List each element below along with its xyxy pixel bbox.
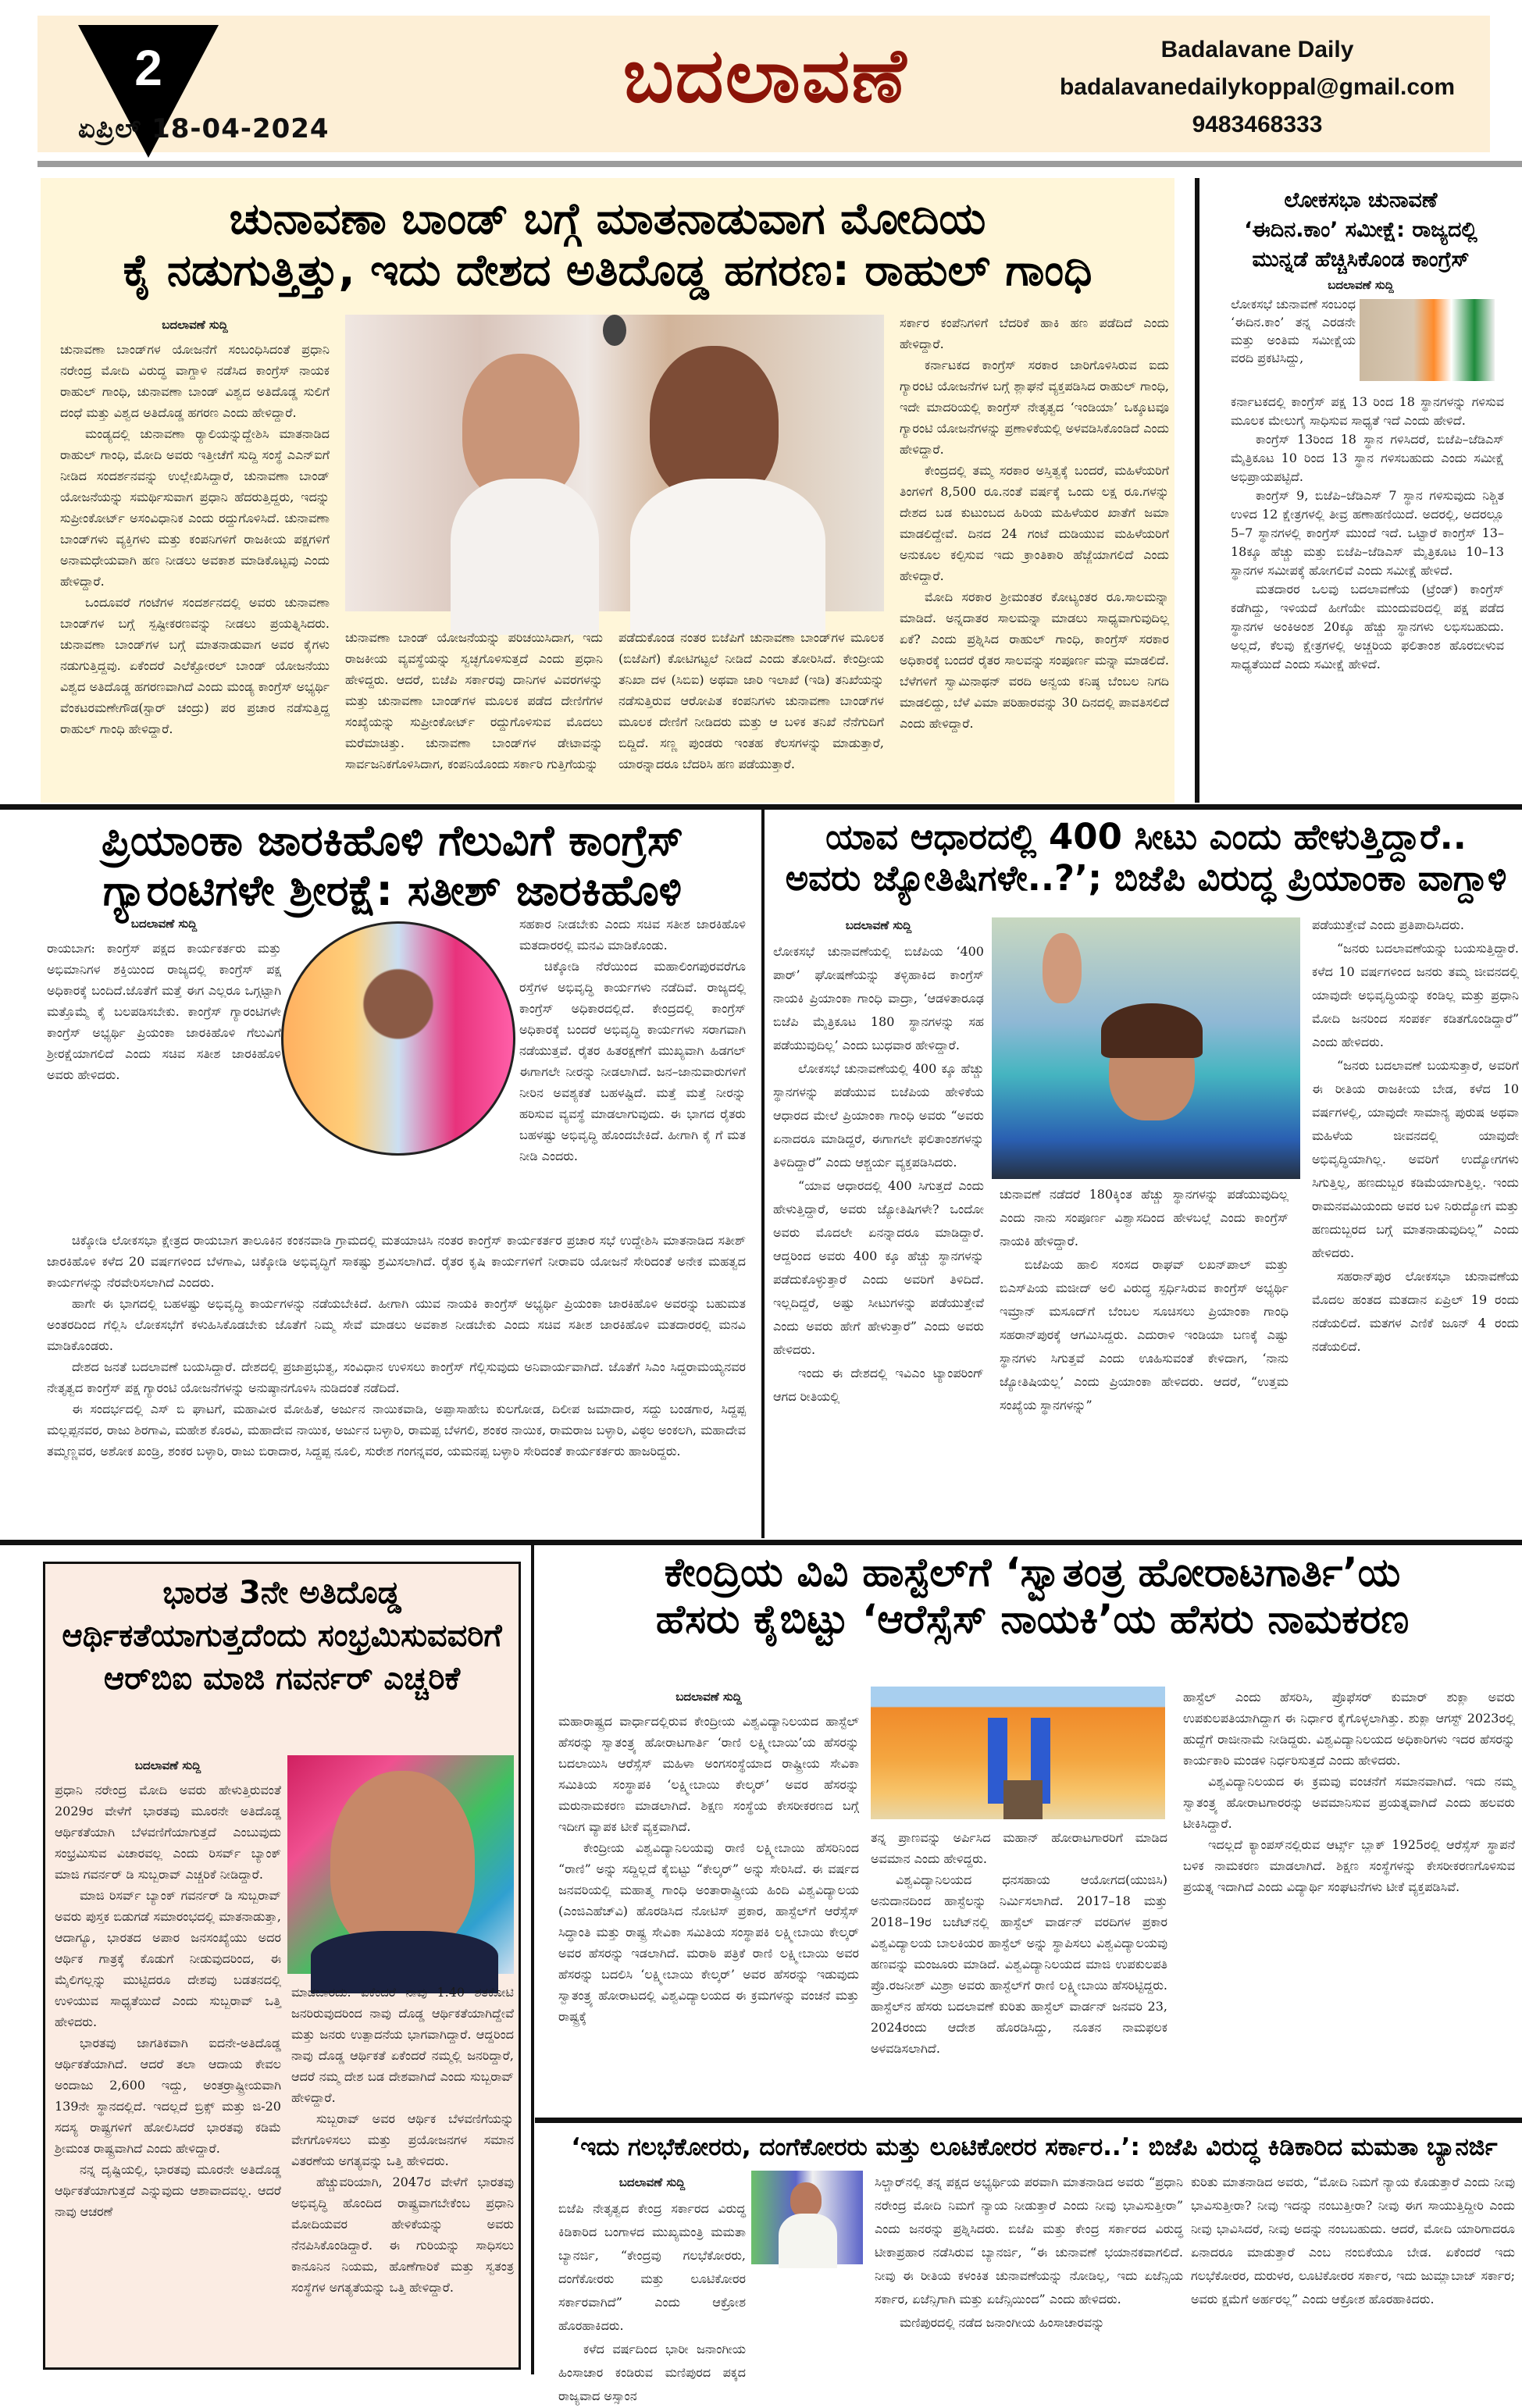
paragraph: ಪಡೆದುಕೊಂಡ ನಂತರ ಬಿಜೆಪಿಗೆ ಚುನಾವಣಾ ಬಾಂಡ್‌ಗಳ ಮೂಲಕ (ಬಿಜೆಪಿಗೆ) ಕೋಟಿಗಟ್ಟಲೆ ನೀಡಿದೆ ಎಂದು ತೋರಿಸಿದೆ. ಕೇಂದ್ರೀಯ ತನಿಖಾ ದಳ (ಸಿಬಿಐ) ಅಥವಾ ಜಾರಿ ಇಲಾಖೆ (ಇಡಿ) ತನಿಖೆಯನ್ನು ನಡೆಸುತ್ತಿರುವ ಆರೋಪಿತ ಕಂಪನಿಗಳು ಚುನಾವಣಾ ಬಾಂಡ್‌ಗಳ ಮೂಲಕ ದೇಣಿಗೆ ನೀಡಿದರು ಮತ್ತು ಆ ಬಳಿಕ ತನಿಖೆ ನೆನೆಗುದಿಗೆ ಬಿದ್ದಿದೆ. ಸಣ್ಣ ಪುಂಡರು ಇಂತಹ ಕೆಲಸಗಳನ್ನು ಮಾಡುತ್ತಾರೆ, ಯಾರನ್ನಾದರೂ ಬೆದರಿಸಿ ಹಣ ಪಡೆಯುತ್ತಾರೆ.	[618, 630, 884, 771]
paragraph: ಕೇಂದ್ರೀಯ ವಿಶ್ವವಿದ್ಯಾನಿಲಯವು ರಾಣಿ ಲಕ್ಷ್ಮೀಬಾಯಿ ಹೆಸರಿನಿಂದ “ರಾಣಿ” ಅನ್ನು ಸದ್ದಿಲ್ಲದೆ ಕೈಬಿಟ್ಟು “ಕೇಲ್ಕರ್” ಅನ್ನು ಸೇರಿಸಿದೆ. ಈ ವರ್ಷದ ಜನವರಿಯಲ್ಲಿ ಮಹಾತ್ಮ ಗಾಂಧಿ ಅಂತಾರಾಷ್ಟ್ರೀಯ ಹಿಂದಿ ವಿಶ್ವವಿದ್ಯಾಲಯ (ಎಂಜಿಎಹೆಚ್‌ವಿ) ಹೊರಡಿಸಿದ ನೋಟಿಸ್ ಪ್ರಕಾರ, ಹಾಸ್ಟೆಲ್‌ಗೆ ಆರೆಸ್ಸೆಸ್ ಸಿದ್ಧಾಂತಿ ಮತ್ತು ರಾಷ್ಟ್ರ ಸೇವಿಕಾ ಸಮಿತಿಯ ಸಂಸ್ಥಾಪಕಿ ಲಕ್ಷ್ಮೀಬಾಯಿ ಕೇಲ್ಕರ್ ಅವರ ಹೆಸರನ್ನು ಇಡಲಾಗಿದೆ. ಮರಾಠಿ ಪತ್ರಿಕೆ ರಾಣಿ ಲಕ್ಷ್ಮೀಬಾಯಿ ಅವರ ಹೆಸರನ್ನು ಬದಲಿಸಿ ‘ಲಕ್ಷ್ಮೀಬಾಯಿ ಕೇಲ್ಕರ್’ ಅವರ ಹೆಸರನ್ನು ಇಡುವುದು ಸ್ವಾತಂತ್ರ್ಯ ಹೋರಾಟದಲ್ಲಿ ವಿಶ್ವವಿದ್ಯಾಲಯದ ಈ ಕ್ರಮಗಳನ್ನು ವಂಚನೆ ಮತ್ತು ರಾಷ್ಟ್ರಕ್ಕೆ	[558, 1840, 859, 2024]
paragraph: ಸಹಕಾರ ನೀಡಬೇಕು ಎಂದು ಸಚಿವ ಸತೀಶ ಜಾರಕಿಹೊಳಿ ಮತದಾರರಲ್ಲಿ ಮನವಿ ಮಾಡಿಕೊಂಡು.	[519, 917, 746, 953]
publication-name: Badalavane Daily	[1160, 37, 1354, 62]
page-number: 2	[134, 40, 162, 96]
article-column	[1312, 914, 1519, 1530]
headline-line: ಯಾವ ಆಧಾರದಲ್ಲಿ 400 ಸೀಟು ಎಂದು ಹೇಳುತ್ತಿದ್ದಾರೆ..	[825, 816, 1467, 857]
person-silhouette	[451, 479, 599, 635]
paragraph: ಲೋಕಸಭೆ ಚುನಾವಣೆಯಲ್ಲಿ ಬಿಜೆಪಿಯ ‘400 ಪಾರ್’ ಘೋಷಣೆಯನ್ನು ತಳ್ಳಿಹಾಕಿದ ಕಾಂಗ್ರೆಸ್ ನಾಯಕಿ ಪ್ರಿಯಾಂಕಾ ಗಾಂಧಿ ವಾದ್ರಾ, ‘ಆಡಳಿತಾರೂಢ ಬಿಜೆಪಿ ಮೈತ್ರಿಕೂಟ 180 ಸ್ಥಾನಗಳನ್ನು ಸಹ ಪಡೆಯುವುದಿಲ್ಲ’ ಎಂದು ಬುಧವಾರ ಹೇಳಿದ್ದಾರೆ.	[773, 944, 984, 1053]
headline-line: ಅವರು ಜ್ಯೋತಿಷಿಗಳೇ..?’; ಬಿಜೆಪಿ ವಿರುದ್ಧ ಪ್ರಿಯಾಂಕಾ ವಾಗ್ದಾಳಿ	[785, 857, 1507, 899]
section-divider	[0, 1540, 1522, 1545]
byline: ಬದಲಾವಣೆ ಸುದ್ದಿ	[162, 318, 228, 332]
column-divider	[531, 1544, 534, 2374]
headline-line: ಲೋಕಸಭಾ ಚುನಾವಣೆ	[1284, 188, 1438, 212]
headline	[1199, 186, 1522, 274]
byline: ಬದಲಾವಣೆ ಸುದ್ದಿ	[1328, 278, 1394, 292]
article-column	[900, 312, 1169, 793]
paragraph: ಸಹರಾನ್‌ಪುರ ಲೋಕಸಭಾ ಚುನಾವಣೆಯ ಮೊದಲ ಹಂತದ ಮತದಾನ ಏಪ್ರಿಲ್ 19 ರಂದು ನಡೆಯಲಿದೆ. ಮತಗಳ ಎಣಿಕೆ ಜೂನ್ 4 ರಂದು ನಡೆಯಲಿದೆ.	[1312, 1269, 1519, 1354]
column-divider	[761, 808, 765, 1538]
paragraph: ಕಳೆದ ವರ್ಷದಿಂದ ಭಾರೀ ಜನಾಂಗೀಯ ಹಿಂಸಾಚಾರ ಕಂಡಿರುವ ಮಣಿಪುರದ ಪಕ್ಕದ ರಾಜ್ಯವಾದ ಅಸ್ಸಾಂನ	[558, 2342, 746, 2403]
paragraph: ದೇಶದ ಜನತೆ ಬದಲಾವಣೆ ಬಯಸಿದ್ದಾರೆ. ದೇಶದಲ್ಲಿ ಪ್ರಜಾಪ್ರಭುತ್ವ, ಸಂವಿಧಾನ ಉಳಿಸಲು ಕಾಂಗ್ರೆಸ್ ಗೆಲ್ಲಿಸುವುದು ಅನಿವಾರ್ಯವಾಗಿದೆ. ಜೊತೆಗೆ ಸಿಎಂ ಸಿದ್ದರಾಮಯ್ಯನವರ ನೇತೃತ್ವದ ಕಾಂಗ್ರೆಸ್ ಪಕ್ಷ ಗ್ಯಾರಂಟಿ ಯೋಜನೆಗಳನ್ನು ಅನುಷ್ಠಾನಗೊಳಿಸಿ ನುಡಿದಂತೆ ನಡೆದಿದೆ.	[47, 1359, 746, 1395]
article-subbarao-warning	[43, 1562, 521, 2370]
paragraph: ಮಂಡ್ಯದಲ್ಲಿ ಚುನಾವಣಾ ರ‍್ಯಾಲಿಯನ್ನುದ್ದೇಶಿಸಿ ಮಾತನಾಡಿದ ರಾಹುಲ್ ಗಾಂಧಿ, ಮೋದಿ ಅವರು ಇತ್ತೀಚೆಗೆ ಸುದ್ದಿ ಸಂಸ್ಥೆ ಎಎನ್‌ಐಗೆ ನೀಡಿದ ಸಂದರ್ಶನವನ್ನು ಉಲ್ಲೇಖಿಸಿದ್ದಾರೆ, ಚುನಾವಣಾ ಬಾಂಡ್ ಯೋಜನೆಯನ್ನು ಸಮರ್ಥಿಸುವಾಗ ಪ್ರಧಾನಿ ಹೆದರುತ್ತಿದ್ದರು, ಇದನ್ನು ಸುಪ್ರೀಂಕೋರ್ಟ್ ಅಸಂವಿಧಾನಿಕ ಎಂದು ರದ್ದುಗೊಳಿಸಿದೆ. ಚುನಾವಣಾ ಬಾಂಡ್‌ಗಳು ವ್ಯಕ್ತಿಗಳು ಮತ್ತು ಕಂಪನಿಗಳಿಗೆ ರಾಜಕೀಯ ಪಕ್ಷಗಳಿಗೆ ಅನಾಮಧೇಯವಾಗಿ ಹಣ ನೀಡಲು ಅವಕಾಶ ಮಾಡಿಕೊಟ್ಟವು ಎಂದು ಹೇಳಿದ್ದಾರೆ.	[60, 426, 330, 589]
paragraph: ಮಾಡಬಾರದು. ಏಕೆಂದರೆ ನಾವು 1.40 ಶತಕೋಟಿ ಜನರಿರುವುದರಿಂದ ನಾವು ದೊಡ್ಡ ಆರ್ಥಿಕತೆಯಾಗಿದ್ದೇವೆ ಮತ್ತು ಜನರು ಉತ್ಪಾದನೆಯ ಭಾಗವಾಗಿದ್ದಾರೆ. ಆದ್ದರಿಂದ ನಾವು ದೊಡ್ಡ ಆರ್ಥಿಕತೆ ಏಕೆಂದರೆ ನಮ್ಮಲ್ಲಿ ಜನರಿದ್ದಾರೆ, ಆದರೆ ನಮ್ಮ ದೇಶ ಬಡ ದೇಶವಾಗಿದೆ ಎಂದು ಸುಬ್ಬರಾವ್ ಹೇಳಿದ್ದಾರೆ.	[291, 1985, 514, 2105]
paragraph: ತನ್ನ ಪ್ರಾಣವನ್ನು ಅರ್ಪಿಸಿದ ಮಹಾನ್ ಹೋರಾಟಗಾರರಿಗೆ ಮಾಡಿದ ಅವಮಾನ ಎಂದು ಹೇಳಿದ್ದರು.	[871, 1830, 1167, 1866]
paragraph: ಮಣಿಪುರದಲ್ಲಿ ನಡೆದ ಜನಾಂಗೀಯ ಹಿಂಸಾಚಾರವನ್ನು	[900, 2315, 1105, 2330]
headline-line: ಕೈ ನಡುಗುತ್ತಿತ್ತು, ಇದು ದೇಶದ ಅತಿದೊಡ್ಡ ಹಗರಣ: ರಾಹುಲ್ ಗಾಂಧಿ	[123, 245, 1092, 297]
paragraph: ಇದಲ್ಲದೆ ಕ್ಯಾಂಪಸ್‌ನಲ್ಲಿರುವ ಆರ್ಟ್ಸ್ ಬ್ಲಾಕ್ 1925ರಲ್ಲಿ ಆರೆಸ್ಸೆಸ್ ಸ್ಥಾಪನೆ ಬಳಿಕ ನಾಮಕರಣ ಮಾಡಲಾಗಿದೆ. ಶಿಕ್ಷಣ ಸಂಸ್ಥೆಗಳನ್ನು ಕೇಸರೀಕರಣಗೊಳಿಸುವ ಪ್ರಯತ್ನ ಇದಾಗಿದೆ ಎಂದು ವಿದ್ಯಾರ್ಥಿ ಸಂಘಟನೆಗಳು ಟೀಕೆ ವ್ಯಕ್ತಪಡಿಸಿವೆ.	[1183, 1837, 1515, 1894]
paragraph: ರಾಯಬಾಗ: ಕಾಂಗ್ರೆಸ್ ಪಕ್ಷದ ಕಾರ್ಯಕರ್ತರು ಮತ್ತು ಅಭಿಮಾನಿಗಳ ಶಕ್ತಿಯಿಂದ ರಾಜ್ಯದಲ್ಲಿ ಕಾಂಗ್ರೆಸ್ ಪಕ್ಷ ಅಧಿಕಾರಕ್ಕೆ ಬಂದಿದೆ.ಜೊತೆಗೆ ಮತ್ತೆ ಈಗ ಎಲ್ಲರೂ ಒಗ್ಗಟ್ಟಾಗಿ ಮತ್ತೊಮ್ಮೆ ಕೈ ಬಲಪಡಿಸಬೇಕು. ಕಾಂಗ್ರೆಸ್ ಗ್ಯಾರಂಟಿಗಳೇ ಕಾಂಗ್ರೆಸ್ ಅಭ್ಯರ್ಥಿ ಪ್ರಿಯಂಕಾ ಜಾರಕಿಹೊಳಿ ಗೆಲುವಿಗೆ ಶ್ರೀರಕ್ಷೆಯಾಗಲಿದೆ ಎಂದು ಸಚಿವ ಸತೀಶ ಜಾರಕಿಹೊಳಿ ಅವರು ಹೇಳಿದರು.	[47, 941, 281, 1082]
paragraph: ಕರ್ನಾಟಕದಲ್ಲಿ ಕಾಂಗ್ರೆಸ್ ಪಕ್ಷ 13 ರಿಂದ 18 ಸ್ಥಾನಗಳನ್ನು ಗಳಿಸುವ ಮೂಲಕ ಮೇಲುಗೈ ಸಾಧಿಸುವ ಸಾಧ್ಯತೆ ಇದೆ ಎಂದು ಹೇಳಿದೆ.	[1231, 394, 1504, 428]
paragraph: ಇಂದು ಈ ದೇಶದಲ್ಲಿ ಇವಿಎಂ ಟ್ಯಾಂಪರಿಂಗ್ ಆಗದ ರೀತಿಯಲ್ಲಿ	[773, 1366, 984, 1404]
headline-line: ಮುನ್ನಡೆ ಹೆಚ್ಚಿಸಿಕೊಂಡ ಕಾಂಗ್ರೆಸ್	[1252, 247, 1470, 272]
headline-line: ಭಾರತ 3ನೇ ಅತಿದೊಡ್ಡ	[162, 1575, 401, 1611]
paragraph: ಸಿಲ್ಚಾರ್‌ನಲ್ಲಿ ತನ್ನ ಪಕ್ಷದ ಅಭ್ಯರ್ಥಿಯ ಪರವಾಗಿ ಮಾತನಾಡಿದ ಅವರು “ಪ್ರಧಾನಿ ನರೇಂದ್ರ ಮೋದಿ ನಿಮಗೆ ನ್ಯಾಯ ನೀಡುತ್ತಾರೆ ಎಂದು ನೀವು ಭಾವಿಸುತ್ತೀರಾ” ಎಂದು ಜನರನ್ನು ಪ್ರಶ್ನಿಸಿದರು. ಬಿಜೆಪಿ ಮತ್ತು ಕೇಂದ್ರ ಸರ್ಕಾರದ ವಿರುದ್ಧ ಟೀಕಾಪ್ರಹಾರ ನಡೆಸಿರುವ ಬ್ಯಾನರ್ಜಿ, “ಈ ಚುನಾವಣೆ ಭಯಾನಕವಾಗಲಿದೆ. ನೀವು ಈ ರೀತಿಯ ಕಳಂಕಿತ ಚುನಾವಣೆಯನ್ನು ನೋಡಿಲ್ಲ, ಇದು ಏಜೆನ್ಸಿಯ ಸರ್ಕಾರ, ಏಜೆನ್ಸಿಗಾಗಿ ಮತ್ತು ಏಜೆನ್ಸಿಯಿಂದ” ಎಂದು ಹೇಳಿದರು.	[875, 2175, 1183, 2306]
paragraph: ಚುನಾವಣೆ ನಡೆದರೆ 180ಕ್ಕಿಂತ ಹೆಚ್ಚು ಸ್ಥಾನಗಳನ್ನು ಪಡೆಯುವುದಿಲ್ಲ ಎಂದು ನಾನು ಸಂಪೂರ್ಣ ವಿಶ್ವಾಸದಿಂದ ಹೇಳಬಲ್ಲೆ ಎಂದು ಕಾಂಗ್ರೆಸ್ ನಾಯಕಿ ಹೇಳಿದ್ದಾರೆ.	[1000, 1187, 1289, 1249]
article-column	[47, 914, 281, 1230]
article-column	[345, 627, 603, 795]
photo-vidhana-soudha-flags	[1360, 299, 1495, 381]
newspaper-title: ಬದಲಾವಣೆ	[622, 31, 908, 119]
section-divider	[535, 2118, 1522, 2123]
photo-d-subbarao	[287, 1755, 514, 1974]
article-column	[1000, 1183, 1289, 1530]
paragraph: “ಯಾವ ಆಧಾರದಲ್ಲಿ 400 ಸಿಗುತ್ತದೆ ಎಂದು ಹೇಳುತ್ತಿದ್ದಾರೆ, ಅವರು ಜ್ಯೋತಿಷಿಗಳೇ? ಒಂದೋ ಅವರು ಮೊದಲೇ ಏನನ್ನಾದರೂ ಮಾಡಿದ್ದಾರೆ. ಆದ್ದರಿಂದ ಅವರು 400 ಕ್ಕೂ ಹೆಚ್ಚು ಸ್ಥಾನಗಳನ್ನು ಪಡೆದುಕೊಳ್ಳುತ್ತಾರೆ ಎಂದು ಅವರಿಗೆ ತಿಳಿದಿದೆ. ಇಲ್ಲದಿದ್ದರೆ, ಅಷ್ಟು ಸೀಟುಗಳನ್ನು ಪಡೆಯುತ್ತೇವೆ ಎಂದು ಅವರು ಹೇಗೆ ಹೇಳುತ್ತಾರೆ” ಎಂದು ಅವರು ಹೇಳಿದರು.	[773, 1178, 984, 1357]
article-eedina-survey	[1195, 178, 1522, 803]
article-column	[291, 1982, 514, 2364]
photo-university-hostel	[871, 1687, 1165, 1819]
article-column	[871, 1827, 1167, 2104]
photo-rahul-gandhi-dk-shivakumar	[345, 315, 884, 611]
contact-phone: 9483468333	[1192, 112, 1323, 137]
paragraph: ಚುನಾವಣಾ ಬಾಂಡ್ ಯೋಜನೆಯನ್ನು ಪರಿಚಯಿಸಿದಾಗ, ಇದು ರಾಜಕೀಯ ವ್ಯವಸ್ಥೆಯನ್ನು ಸ್ವಚ್ಛಗೊಳಿಸುತ್ತದೆ ಎಂದು ಪ್ರಧಾನಿ ಹೇಳಿದ್ದರು. ಆದರೆ, ಬಿಜೆಪಿ ಸರ್ಕಾರವು ದಾನಿಗಳ ವಿವರಗಳನ್ನು ಮತ್ತು ಚುನಾವಣಾ ಬಾಂಡ್‌ಗಳ ಮೂಲಕ ಪಡೆದ ದೇಣಿಗೆಗಳ ಸಂಖ್ಯೆಯನ್ನು ಸುಪ್ರೀಂಕೋರ್ಟ್ ರದ್ದುಗೊಳಿಸುವ ಮೊದಲು ಮರೆಮಾಚಿತ್ತು. ಚುನಾವಣಾ ಬಾಂಡ್‌ಗಳ ಡೇಟಾವನ್ನು ಸಾರ್ವಜನಿಕಗೊಳಿಸಿದಾಗ, ಕಂಪನಿಯೊಂದು ಸರ್ಕಾರಿ ಗುತ್ತಿಗೆಯನ್ನು	[345, 630, 603, 771]
byline: ಬದಲಾವಣೆ ಸುದ್ದಿ	[134, 1758, 201, 1772]
article-column	[1183, 1687, 1515, 2104]
article-column	[1191, 2171, 1515, 2370]
photo-priyanka-gandhi	[992, 917, 1300, 1179]
article-column	[875, 2171, 1183, 2370]
paragraph: ಈ ಸಂದರ್ಭದಲ್ಲಿ ಎಸ್ ಬಿ ಘಾಟಗೆ, ಮಹಾವೀರ ಮೋಹಿತೆ, ಅರ್ಜುನ ನಾಯಿಕವಾಡಿ, ಅಪ್ಪಾಸಾಹೇಬ ಕುಲಗೋಡ, ದಿಲೀಪ ಜಮಾದಾರ, ಸದ್ದು ಬಂಡಗಾರ, ಸಿದ್ದಪ್ಪ ಮಲ್ಲಪ್ಪನವರ, ರಾಜು ಶಿರಗಾವಿ, ಮಹೇಶ ಕೊರವಿ, ಮಹಾದೇವ ನಾಯಿಕ, ಅರ್ಜುನ ಬಳ್ಳಾರಿ, ರಾಮಪ್ಪ ಬೆಳಗಲಿ, ಶಂಕರ ನಾಯಿಕ, ರಾಮರಾಜ ಬಳ್ಳಾರಿ, ವಿಠ್ಠಲ ಅಂಕಲಗಿ, ಮಹಾದೇವ ತಮ್ಮಣ್ಣವರ, ಅಶೋಕ ಖಂಡ್ರಿ, ಶಂಕರ ಬಳ್ಳಾರಿ, ರಾಜು ಬಿರಾದಾರ, ಸಿದ್ದಪ್ಪ ನೂಲಿ, ಸುರೇಶ ಗಂಗನ್ನವರ, ಯಮನಪ್ಪ ಬಳ್ಳಾರಿ ಸೇರಿದಂತೆ ಕಾರ್ಯಕರ್ತರು ಹಾಜರಿದ್ದರು.	[47, 1402, 746, 1459]
paragraph: ಬಿಜೆಪಿಯ ಹಾಲಿ ಸಂಸದ ರಾಘವ್ ಲಖನ್‌ಪಾಲ್ ಮತ್ತು ಬಿಎಸ್‌ಪಿಯ ಮಜೀದ್ ಅಲಿ ವಿರುದ್ಧ ಸ್ಪರ್ಧಿಸಿರುವ ಕಾಂಗ್ರೆಸ್ ಅಭ್ಯರ್ಥಿ ಇಮ್ರಾನ್ ಮಸೂದ್‌ಗೆ ಬೆಂಬಲ ಸೂಚಿಸಲು ಪ್ರಿಯಾಂಕಾ ಗಾಂಧಿ ಸಹರಾನ್‌ಪುರಕ್ಕೆ ಆಗಮಿಸಿದ್ದರು. ಎದುರಾಳಿ ಇಂಡಿಯಾ ಬಣಕ್ಕೆ ಎಷ್ಟು ಸ್ಥಾನಗಳು ಸಿಗುತ್ತವೆ ಎಂದು ಊಹಿಸುವಂತೆ ಕೇಳಿದಾಗ, ‘ನಾನು ಜ್ಯೋತಿಷಿಯಲ್ಲ’ ಎಂದು ಪ್ರಿಯಾಂಕಾ ಹೇಳಿದರು. ಆದರೆ, “ಉತ್ತಮ ಸಂಖ್ಯೆಯ ಸ್ಥಾನಗಳನ್ನು”	[1000, 1257, 1289, 1412]
paragraph: ಕಾಂಗ್ರೆಸ್ 13ರಿಂದ 18 ಸ್ಥಾನ ಗಳಿಸಿದರೆ, ಬಿಜೆಪಿ–ಜೆಡಿಎಸ್ ಮೈತ್ರಿಕೂಟ 10 ರಿಂದ 13 ಸ್ಥಾನ ಗಳಿಸಬಹುದು ಎಂದು ಸಮೀಕ್ಷೆ ಅಭಿಪ್ರಾಯಪಟ್ಟಿದೆ.	[1231, 432, 1504, 484]
paragraph: ಲೋಕಸಭೆ ಚುನಾವಣೆಯಲ್ಲಿ 400 ಕ್ಕೂ ಹೆಚ್ಚು ಸ್ಥಾನಗಳನ್ನು ಪಡೆಯುವ ಬಿಜೆಪಿಯ ಹೇಳಿಕೆಯ ಆಧಾರದ ಮೇಲೆ ಪ್ರಿಯಾಂಕಾ ಗಾಂಧಿ ಅವರು “ಅವರು ಏನಾದರೂ ಮಾಡಿದ್ದರೆ, ಈಗಾಗಲೇ ಫಲಿತಾಂಶಗಳನ್ನು ತಿಳಿದಿದ್ದಾರೆ” ಎಂದು ಆಶ್ಚರ್ಯ ವ್ಯಕ್ತಪಡಿಸಿದರು.	[773, 1061, 984, 1170]
paragraph: ಚಿಕ್ಕೋಡಿ ನೆರೆಯಿಂದ ಮಹಾಲಿಂಗಪುರವರೆಗೂ ರಸ್ತೆಗಳ ಅಭಿವೃದ್ಧಿ ಕಾರ್ಯಗಳು ನಡೆದಿವೆ. ರಾಜ್ಯದಲ್ಲಿ ಕಾಂಗ್ರೆಸ್ ಅಧಿಕಾರದಲ್ಲಿದೆ. ಕೇಂದ್ರದಲ್ಲಿ ಕಾಂಗ್ರೆಸ್ ಅಧಿಕಾರಕ್ಕೆ ಬಂದರೆ ಅಭಿವೃದ್ಧಿ ಕಾರ್ಯಗಳು ಸರಾಗವಾಗಿ ನಡೆಯುತ್ತವೆ. ರೈತರ ಹಿತರಕ್ಷಣೆಗೆ ಮುಖ್ಯವಾಗಿ ಹಿಡಗಲ್ ಈಗಾಗಲೇ ನೀರನ್ನು ನೀಡಲಾಗಿದೆ. ಜನ–ಜಾನುವಾರುಗಳಿಗೆ ನೀರಿನ ಅವಶ್ಯಕತೆ ಬಹಳಷ್ಟಿದೆ. ಮತ್ತೆ ಮತ್ತೆ ನೀರನ್ನು ಹರಿಸುವ ವ್ಯವಸ್ಥೆ ಮಾಡಲಾಗುವುದು. ಈ ಭಾಗದ ರೈತರು ಬಹಳಷ್ಟು ಅಭಿವೃದ್ಧಿ ಹೊಂದಬೇಕಿದೆ. ಹೀಗಾಗಿ ಕೈ ಗೆ ಮತ ನೀಡಿ ಎಂದರು.	[519, 959, 746, 1163]
headline-satish-jarkiholi	[31, 816, 754, 915]
headline-line: ಗ್ಯಾರಂಟಿಗಳೇ ಶ್ರೀರಕ್ಷೆ: ಸತೀಶ್ ಜಾರಕಿಹೊಳಿ	[102, 865, 683, 915]
paragraph: ಪಡೆಯುತ್ತೇವೆ ಎಂದು ಪ್ರತಿಪಾದಿಸಿದರು.	[1312, 917, 1464, 932]
headline-line: ಕೇಂದ್ರಿಯ ವಿವಿ ಹಾಸ್ಟೆಲ್‌ಗೆ ‘ಸ್ವಾತಂತ್ರ ಹೋರಾಟಗಾರ್ತಿ’ಯ	[664, 1550, 1401, 1596]
headline	[45, 1572, 519, 1701]
byline: ಬದಲಾವಣೆ ಸುದ್ದಿ	[845, 918, 912, 932]
paragraph: “ಜನರು ಬದಲಾವಣೆ ಬಯಸುತ್ತಾರೆ, ಅವರಿಗೆ ಈ ರೀತಿಯ ರಾಜಕೀಯ ಬೇಡ, ಕಳೆದ 10 ವರ್ಷಗಳಲ್ಲಿ, ಯಾವುದೇ ಸಾಮಾನ್ಯ ಪುರುಷ ಅಥವಾ ಮಹಿಳೆಯ ಜೀವನದಲ್ಲಿ ಯಾವುದೇ ಅಭಿವೃದ್ಧಿಯಾಗಿಲ್ಲ. ಅವರಿಗೆ ಉದ್ಯೋಗಗಳು ಸಿಗುತ್ತಿಲ್ಲ, ಹಣದುಬ್ಬರ ಕಡಿಮೆಯಾಗುತ್ತಿಲ್ಲ. ಇಂದು ರಾಮನವಮಿಯಂದು ಅವರ ಬಳಿ ನಿರುದ್ಯೋಗ ಮತ್ತು ಹಣದುಬ್ಬರದ ಬಗ್ಗೆ ಮಾತನಾಡುವುದಿಲ್ಲ” ಎಂದು ಹೇಳಿದರು.	[1312, 1058, 1519, 1260]
article-column	[558, 1687, 859, 2104]
person-raised-hand	[1043, 933, 1082, 1003]
paragraph: ಮಾಜಿ ರಿಸರ್ವ್ ಬ್ಯಾಂಕ್ ಗವರ್ನರ್ ಡಿ ಸುಬ್ಬರಾವ್ ಅವರು ಪುಸ್ತಕ ಬಿಡುಗಡೆ ಸಮಾರಂಭದಲ್ಲಿ ಮಾತನಾಡುತ್ತಾ, ಆದಾಗ್ಯೂ, ಭಾರತದ ಅಪಾರ ಜನಸಂಖ್ಯೆಯು ಅದರ ಆರ್ಥಿಕ ಗಾತ್ರಕ್ಕೆ ಕೊಡುಗೆ ನೀಡುವುದರಿಂದ, ಈ ಮೈಲಿಗಲ್ಲನ್ನು ಮುಟ್ಟಿದರೂ ದೇಶವು ಬಡತನದಲ್ಲಿ ಉಳಿಯುವ ಸಾಧ್ಯತೆಯಿದೆ ಎಂದು ಸುಬ್ಬರಾವ್ ಒತ್ತಿ ಹೇಳಿದರು.	[55, 1888, 281, 2029]
contact-info	[1054, 31, 1460, 144]
headline-line: ‘ಈದಿನ.ಕಾಂ’ ಸಮೀಕ್ಷೆ: ರಾಜ್ಯದಲ್ಲಿ	[1244, 217, 1477, 242]
paragraph: ಮೋದಿ ಸರಕಾರ ಶ್ರೀಮಂತರ ಕೋಟ್ಯಂತರ ರೂ.ಸಾಲಮನ್ನಾ ಮಾಡಿದೆ. ಅನ್ನದಾತರ ಸಾಲಮನ್ನಾ ಮಾಡಲು ಸಾಧ್ಯವಾಗುವುದಿಲ್ಲ ಏಕೆ? ಎಂದು ಪ್ರಶ್ನಿಸಿದ ರಾಹುಲ್ ಗಾಂಧಿ, ಕಾಂಗ್ರೆಸ್ ಸರಕಾರ ಅಧಿಕಾರಕ್ಕೆ ಬಂದರೆ ರೈತರ ಸಾಲವನ್ನು ಸಂಪೂರ್ಣ ಮನ್ನಾ ಮಾಡಲಿದೆ. ಬೆಳೆಗಳಿಗೆ ಸ್ವಾಮಿನಾಥನ್ ವರದಿ ಅನ್ವಯ ಕನಿಷ್ಠ ಬೆಂಬಲ ನಿಗದಿ ಮಾಡಲಿದ್ದು, ಬೆಳೆ ವಿಮಾ ಪರಿಹಾರವನ್ನು 30 ದಿನದಲ್ಲಿ ಪಾವತಿಸಲಿದೆ ಎಂದು ಹೇಳಿದ್ದಾರೆ.	[900, 590, 1169, 731]
headline-line: ಚುನಾವಣಾ ಬಾಂಡ್ ಬಗ್ಗೆ ಮಾತನಾಡುವಾಗ ಮೋದಿಯ	[229, 194, 986, 244]
headline-priyanka-gandhi	[773, 816, 1519, 899]
article-lead	[1231, 295, 1356, 393]
paragraph: ಚುನಾವಣಾ ಬಾಂಡ್‌ಗಳ ಯೋಜನೆಗೆ ಸಂಬಂಧಿಸಿದಂತೆ ಪ್ರಧಾನಿ ನರೇಂದ್ರ ಮೋದಿ ವಿರುದ್ಧ ವಾಗ್ದಾಳಿ ನಡೆಸಿದ ಕಾಂಗ್ರೆಸ್ ನಾಯಕ ರಾಹುಲ್ ಗಾಂಧಿ, ಚುನಾವಣಾ ಬಾಂಡ್ ವಿಶ್ವದ ಅತಿದೊಡ್ಡ ಸುಲಿಗೆ ದಂಧೆ ಮತ್ತು ವಿಶ್ವದ ಅತಿದೊಡ್ಡ ಹಗರಣ ಎಂದು ಹೇಳಿದ್ದಾರೆ.	[60, 342, 330, 420]
article-column	[519, 914, 746, 1230]
photo-mamata-banerjee	[751, 2171, 863, 2264]
headline-mamata-banerjee: ‘ಇದು ಗಲಭೆಕೋರರು, ದಂಗೆಕೋರರು ಮತ್ತು ಲೂಟಿಕೋರರ ಸರ್ಕಾರ..’: ಬಿಜೆಪಿ ವಿರುದ್ಧ ಕಿಡಿಕಾರಿದ ಮಮತಾ ಬ್ಯಾನರ್ಜಿ	[571, 2133, 1498, 2161]
article-column	[55, 1755, 281, 2364]
byline: ಬದಲಾವಣೆ ಸುದ್ದಿ	[675, 1690, 742, 1704]
paragraph: ಮತದಾರರ ಒಲವು ಬದಲಾವಣೆಯ (ಟ್ರೆಂಡ್) ಕಾಂಗ್ರೆಸ್ ಕಡೆಗಿದ್ದು, ಇಳಿಯದೆ ಹೀಗೆಯೇ ಮುಂದುವರಿದಲ್ಲಿ ಪಕ್ಷ ಪಡೆದ ಸ್ಥಾನಗಳ ಅಂಕಿಅಂಶ 20ಕ್ಕೂ ಹೆಚ್ಚು ಸ್ಥಾನಗಳು ಲಭಿಸಬಹುದು. ಅಲ್ಲದೆ, ಕೆಲವು ಕ್ಷೇತ್ರಗಳಲ್ಲಿ ಅಚ್ಚರಿಯ ಫಲಿತಾಂಶ ಹೊರಬೀಳುವ ಸಾಧ್ಯತೆಯಿದೆ ಎಂದು ಸಮೀಕ್ಷೆ ಹೇಳಿದೆ.	[1231, 582, 1504, 671]
paragraph: ಪ್ರಧಾನಿ ನರೇಂದ್ರ ಮೋದಿ ಅವರು ಹೇಳುತ್ತಿರುವಂತೆ 2029ರ ವೇಳೆಗೆ ಭಾರತವು ಮೂರನೇ ಅತಿದೊಡ್ಡ ಆರ್ಥಿಕತೆಯಾಗಿ ಬೆಳವಣಿಗೆಯಾಗುತ್ತದೆ ಎಂಬುವುದು ಸಂಭ್ರಮಿಸುವ ವಿಚಾರವಲ್ಲ ಎಂದು ರಿಸರ್ವ್ ಬ್ಯಾಂಕ್ ಮಾಜಿ ಗವರ್ನರ್ ಡಿ ಸುಬ್ಬರಾವ್ ಎಚ್ಚರಿಕೆ ನೀಡಿದ್ದಾರೆ.	[55, 1783, 281, 1882]
paragraph: ನನ್ನ ದೃಷ್ಟಿಯಲ್ಲಿ, ಭಾರತವು ಮೂರನೇ ಅತಿದೊಡ್ಡ ಆರ್ಥಿಕತೆಯಾಗುತ್ತದೆ ಎನ್ನುವುದು ಆಶಾವಾದವಲ್ಲ. ಆದರೆ ನಾವು ಆಚರಣೆ	[55, 2162, 281, 2219]
paragraph: ಕೇಂದ್ರದಲ್ಲಿ ತಮ್ಮ ಸರಕಾರ ಅಸ್ತಿತ್ವಕ್ಕೆ ಬಂದರೆ, ಮಹಿಳೆಯರಿಗೆ ತಿಂಗಳಿಗೆ 8,500 ರೂ.ನಂತೆ ವರ್ಷಕ್ಕೆ ಒಂದು ಲಕ್ಷ ರೂ.ಗಳನ್ನು ದೇಶದ ಬಡ ಕುಟುಂಬದ ಹಿರಿಯ ಮಹಿಳೆಯರ ಖಾತೆಗೆ ಜಮಾ ಮಾಡಲಿದ್ದೇವೆ. ದಿನದ 24 ಗಂಟೆ ದುಡಿಯುವ ಮಹಿಳೆಯರಿಗೆ ಅನುಕೂಲ ಕಲ್ಪಿಸುವ ಇದು ಕ್ರಾಂತಿಕಾರಿ ಹೆಜ್ಜೆಯಾಗಲಿದೆ ಎಂದು ಹೇಳಿದ್ದಾರೆ.	[900, 463, 1169, 583]
headline	[41, 194, 1174, 297]
paragraph: ಕಾಂಗ್ರೆಸ್ 9, ಬಿಜೆಪಿ–ಜೆಡಿಎಸ್ 7 ಸ್ಥಾನ ಗಳಿಸುವುದು ನಿಶ್ಚಿತ ಉಳಿದ 12 ಕ್ಷೇತ್ರಗಳಲ್ಲಿ ತೀವ್ರ ಹಣಾಹಣಿಯಿದೆ. ಅದರಲ್ಲಿ, ಅದರಲ್ಲೂ 5–7 ಸ್ಥಾನಗಳಲ್ಲಿ ಕಾಂಗ್ರೆಸ್ ಮುಂದೆ ಇದೆ. ಒಟ್ಟಾರೆ ಕಾಂಗ್ರೆಸ್ 13–18ಕ್ಕೂ ಹೆಚ್ಚು ಮತ್ತು ಬಿಜೆಪಿ–ಜೆಡಿಎಸ್ ಮೈತ್ರಿಕೂಟ 10–13 ಸ್ಥಾನಗಳ ಸಮೀಪಕ್ಕೆ ಹೋಗಲಿವೆ ಎಂದು ಸಮೀಕ್ಷೆ ಹೇಳಿದೆ.	[1231, 488, 1504, 578]
article-column	[47, 1230, 746, 1534]
person-face	[330, 1771, 475, 1954]
paragraph: ಕುರಿತು ಮಾತನಾಡಿದ ಅವರು, “ಮೋದಿ ನಿಮಗೆ ನ್ಯಾಯ ಕೊಡುತ್ತಾರೆ ಎಂದು ನೀವು ಭಾವಿಸುತ್ತೀರಾ? ನೀವು ಇದನ್ನು ನಂಬುತ್ತೀರಾ? ನೀವು ಈಗ ಸಾಯುತ್ತಿದ್ದೀರಿ ಎಂದು ನೀವು ಭಾವಿಸಿದರೆ, ನೀವು ಅದನ್ನು ನಂಬಬಹುದು. ಆದರೆ, ಮೋದಿ ಯಾರಿಗಾದರೂ ಏನಾದರೂ ಮಾಡುತ್ತಾರೆ ಎಂಬ ನಂಬಿಕೆಯೂ ಬೇಡ. ಏಕೆಂದರೆ ಇದು ಗಲಭೆಕೋರರ, ದುರುಳರ, ಲೂಟಿಕೋರರ ಸರ್ಕಾರ, ಇದು ಜುಮ್ಲಾಬಾಜ್ ಸರ್ಕಾರ; ಅವರು ಕ್ಷಮೆಗೆ ಅರ್ಹರಲ್ಲ” ಎಂದು ಆಕ್ರೋಶ ಹೊರಹಾಕಿದರು.	[1191, 2175, 1515, 2306]
byline: ಬದಲಾವಣೆ ಸುದ್ದಿ	[618, 2175, 686, 2189]
article-electoral-bonds	[41, 178, 1174, 803]
person-hair	[1101, 1003, 1203, 1058]
byline: ಬದಲಾವಣೆ ಸುದ್ದಿ	[130, 917, 198, 931]
headline-line: ಆರ್ಥಿಕತೆಯಾಗುತ್ತದೆಂದು ಸಂಭ್ರಮಿಸುವವರಿಗೆ	[62, 1618, 502, 1655]
article-column	[1231, 393, 1504, 795]
contact-email[interactable]: badalavanedailykoppal@gmail.com	[1059, 74, 1456, 100]
paragraph: ಲೋಕಸಭೆ ಚುನಾವಣೆ ಸಂಬಂಧ ‘ಈದಿನ.ಕಾಂ’ ತನ್ನ ಎರಡನೇ ಮತ್ತು ಅಂತಿಮ ಸಮೀಕ್ಷೆಯ ವರದಿ ಪ್ರಕಟಿಸಿದ್ದು,	[1231, 297, 1356, 365]
photo-satish-jarkiholi	[281, 921, 515, 1156]
person-face	[790, 2182, 822, 2217]
issue-date: ಏಪ್ರಿಲ್ 18-04-2024	[78, 113, 330, 144]
article-column	[60, 315, 330, 791]
paragraph: ಬಿಜೆಪಿ ನೇತೃತ್ವದ ಕೇಂದ್ರ ಸರ್ಕಾರದ ವಿರುದ್ಧ ಕಿಡಿಕಾರಿದ ಬಂಗಾಳದ ಮುಖ್ಯಮಂತ್ರಿ ಮಮತಾ ಬ್ಯಾನರ್ಜಿ, “ಕೇಂದ್ರವು ಗಲಭೆಕೋರರು, ದಂಗೆಕೋರರು ಮತ್ತು ಲೂಟಿಕೋರರ ಸರ್ಕಾರವಾಗಿದೆ” ಎಂದು ಆಕ್ರೋಶ ಹೊರಹಾಕಿದರು.	[558, 2201, 746, 2333]
paragraph: ಚಿಕ್ಕೋಡಿ ಲೋಕಸಭಾ ಕ್ಷೇತ್ರದ ರಾಯಬಾಗ ತಾಲೂಕಿನ ಕಂಕನವಾಡಿ ಗ್ರಾಮದಲ್ಲಿ ಮತಯಾಚಿಸಿ ನಂತರ ಕಾಂಗ್ರೆಸ್ ಕಾರ್ಯಕರ್ತರ ಪ್ರಚಾರ ಸಭೆ ಉದ್ದೇಶಿಸಿ ಮಾತನಾಡಿದ ಸತೀಶ್ ಜಾರಕಿಹೊಳಿ ಕಳೆದ 20 ವರ್ಷಗಳಿಂದ ಬೆಳಗಾವಿ, ಚಿಕ್ಕೋಡಿ ಅಭಿವೃದ್ಧಿಗೆ ಸಾಕಷ್ಟು ಶ್ರಮಿಸಲಾಗಿದೆ. ರೈತರ ಕೃಷಿ ಕಾರ್ಯಗಳಿಗೆ ನೀರಾವರಿ ಯೋಜನೆ ಸೇರಿದಂತೆ ಅನೇಕ ಮಹತ್ವದ ಕಾರ್ಯಗಳನ್ನು ನೆರವೇರಿಸಲಾಗಿದೆ ಎಂದರು.	[47, 1233, 746, 1290]
headline-line: ಹೆಸರು ಕೈಬಿಟ್ಟು ‘ಆರೆಸ್ಸೆಸ್ ನಾಯಕಿ’ಯ ಹೆಸರು ನಾಮಕರಣ	[655, 1597, 1410, 1644]
headline-line: ಆರ್‌ಬಿಐ ಮಾಜಿ ಗವರ್ನರ್ ಎಚ್ಚರಿಕೆ	[103, 1661, 461, 1697]
article-column	[618, 627, 884, 795]
hair	[603, 315, 626, 346]
building-entrance	[1003, 1780, 1043, 1819]
paragraph: ಮಹಾರಾಷ್ಟ್ರದ ವಾರ್ಧಾದಲ್ಲಿರುವ ಕೇಂದ್ರೀಯ ವಿಶ್ವವಿದ್ಯಾನಿಲಯದ ಹಾಸ್ಟೆಲ್ ಹೆಸರನ್ನು ಸ್ವಾತಂತ್ರ್ಯ ಹೋರಾಟಗಾರ್ತಿ ‘ರಾಣಿ ಲಕ್ಷ್ಮೀಬಾಯಿ’ಯ ಹೆಸರನ್ನು ಬದಲಾಯಿಸಿ ಆರೆಸ್ಸೆಸ್ ಮಹಿಳಾ ಅಂಗಸಂಸ್ಥೆಯಾದ ರಾಷ್ಟ್ರೀಯ ಸೇವಿಕಾ ಸಮಿತಿಯ ಸಂಸ್ಥಾಪಕಿ ‘ಲಕ್ಷ್ಮೀಬಾಯಿ ಕೇಲ್ಕರ್’ ಅವರ ಹೆಸರನ್ನು ಮರುನಾಮಕರಣ ಮಾಡಲಾಗಿದೆ. ಶಿಕ್ಷಣ ಸಂಸ್ಥೆಯ ಕೇಸರೀಕರಣದ ಬಗ್ಗೆ ಇದೀಗ ವ್ಯಾಪಕ ಟೀಕೆ ವ್ಯಕ್ತವಾಗಿದೆ.	[558, 1714, 859, 1834]
paragraph: ಸುಬ್ಬರಾವ್ ಅವರ ಆರ್ಥಿಕ ಬೆಳವಣಿಗೆಯನ್ನು ವೇಗಗೊಳಿಸಲು ಮತ್ತು ಪ್ರಯೋಜನಗಳ ಸಮಾನ ವಿತರಣೆಯ ಅಗತ್ಯವನ್ನು ಒತ್ತಿ ಹೇಳಿದರು.	[291, 2111, 514, 2168]
paragraph: ಒಂದೂವರೆ ಗಂಟೆಗಳ ಸಂದರ್ಶನದಲ್ಲಿ ಅವರು ಚುನಾವಣಾ ಬಾಂಡ್‌ಗಳ ಬಗ್ಗೆ ಸ್ಪಷ್ಟೀಕರಣವನ್ನು ನೀಡಲು ಪ್ರಯತ್ನಿಸಿದರು. ಚುನಾವಣಾ ಬಾಂಡ್‌ಗಳ ಬಗ್ಗೆ ಮಾತನಾಡುವಾಗ ಅವರ ಕೈಗಳು ನಡುಗುತ್ತಿದ್ದವು. ಏಕೆಂದರೆ ಎಲೆಕ್ಟೋರಲ್ ಬಾಂಡ್ ಯೋಜನೆಯು ವಿಶ್ವದ ಅತಿದೊಡ್ಡ ಹಗರಣವಾಗಿದೆ ಎಂದು ಮಂಡ್ಯ ಕಾಂಗ್ರೆಸ್ ಅಭ್ಯರ್ಥಿ ವೆಂಕಟರಮಣೇಗೌಡ(ಸ್ಟಾರ್ ಚಂದ್ರು) ಪರ ಪ್ರಚಾರ ನಡೆಸುತ್ತಿದ್ದ ರಾಹುಲ್ ಗಾಂಧಿ ಹೇಳಿದ್ದಾರೆ.	[60, 595, 330, 736]
paragraph: ಸರ್ಕಾರ ಕಂಪೆನಿಗಳಿಗೆ ಬೆದರಿಕೆ ಹಾಕಿ ಹಣ ಪಡೆದಿದೆ ಎಂದು ಹೇಳಿದ್ದಾರೆ.	[900, 315, 1169, 351]
person-saree	[779, 2214, 837, 2268]
paragraph: ಕರ್ನಾಟಕದ ಕಾಂಗ್ರೆಸ್ ಸರಕಾರ ಜಾರಿಗೊಳಿಸಿರುವ ಐದು ಗ್ಯಾರಂಟಿ ಯೋಜನೆಗಳ ಬಗ್ಗೆ ಶ್ಲಾಘನೆ ವ್ಯಕ್ತಪಡಿಸಿದ ರಾಹುಲ್ ಗಾಂಧಿ, ಇದೇ ಮಾದರಿಯಲ್ಲಿ ಕಾಂಗ್ರೆಸ್ ನೇತೃತ್ವದ ‘ಇಂಡಿಯಾ’ ಒಕ್ಕೂಟವೂ ಗ್ಯಾರಂಟಿ ಯೋಜನೆಗಳನ್ನು ಪ್ರಣಾಳಿಕೆಯಲ್ಲಿ ಅಳವಡಿಸಿಕೊಂಡಿದೆ ಎಂದು ಹೇಳಿದ್ದಾರೆ.	[900, 358, 1169, 457]
paragraph: ಹೆಚ್ಚುವರಿಯಾಗಿ, 2047ರ ವೇಳೆಗೆ ಭಾರತವು ಅಭಿವೃದ್ಧಿ ಹೊಂದಿದ ರಾಷ್ಟ್ರವಾಗಬೇಕೆಂಬ ಪ್ರಧಾನಿ ಮೋದಿಯವರ ಹೇಳಿಕೆಯನ್ನು ಅವರು ನೆನಪಿಸಿಕೊಂಡಿದ್ದಾರೆ. ಈ ಗುರಿಯನ್ನು ಸಾಧಿಸಲು ಕಾನೂನಿನ ನಿಯಮ, ಹೊಣೆಗಾರಿಕೆ ಮತ್ತು ಸ್ವತಂತ್ರ ಸಂಸ್ಥೆಗಳ ಅಗತ್ಯತೆಯನ್ನು ಒತ್ತಿ ಹೇಳಿದ್ದಾರೆ.	[291, 2175, 514, 2295]
article-column	[558, 2171, 746, 2403]
paragraph: ಹಾಸ್ಟೆಲ್ ಎಂದು ಹೆಸರಿಸಿ, ಪ್ರೊಫೆಸರ್ ಕುಮಾರ್ ಶುಕ್ಲಾ ಅವರು ಉಪಕುಲಪತಿಯಾಗಿದ್ದಾಗ ಈ ನಿರ್ಧಾರ ಕೈಗೊಳ್ಳಲಾಗಿತ್ತು. ಶುಕ್ಲಾ ಆಗಸ್ಟ್ 2023ರಲ್ಲಿ ಹುದ್ದೆಗೆ ರಾಜೀನಾಮೆ ನೀಡಿದ್ದರು. ವಿಶ್ವವಿದ್ಯಾನಿಲಯದ ಅಧಿಕಾರಿಗಳು ಇದರ ಹೆಸರನ್ನು ಕಾರ್ಯಕಾರಿ ಮಂಡಳಿ ನಿರ್ಧರಿಸುತ್ತದೆ ಎಂದು ಹೇಳಿದರು.	[1183, 1690, 1515, 1768]
headline-hostel-renaming	[543, 1550, 1522, 1644]
person-silhouette	[630, 479, 825, 635]
paragraph: “ಜನರು ಬದಲಾವಣೆಯನ್ನು ಬಯಸುತ್ತಿದ್ದಾರೆ. ಕಳೆದ 10 ವರ್ಷಗಳಿಂದ ಜನರು ತಮ್ಮ ಜೀವನದಲ್ಲಿ ಯಾವುದೇ ಅಭಿವೃದ್ಧಿಯನ್ನು ಕಂಡಿಲ್ಲ ಮತ್ತು ಪ್ರಧಾನಿ ಮೋದಿ ಜನರಿಂದ ಸಂಪರ್ಕ ಕಡಿತಗೊಂಡಿದ್ದಾರೆ” ಎಂದು ಹೇಳಿದರು.	[1312, 941, 1519, 1049]
paragraph: ವಿಶ್ವವಿದ್ಯಾನಿಲಯದ ಧನಸಹಾಯ ಆಯೋಗದ(ಯುಜಿಸಿ) ಅನುದಾನದಿಂದ ಹಾಸ್ಟೆಲನ್ನು ನಿರ್ಮಿಸಲಾಗಿದೆ. 2017–18 ಮತ್ತು 2018–19ರ ಬಜೆಟ್‌ನಲ್ಲಿ ಹಾಸ್ಟೆಲ್ ವಾರ್ಡನ್ ವರದಿಗಳ ಪ್ರಕಾರ ವಿಶ್ವವಿದ್ಯಾಲಯ ಬಾಲಕಿಯರ ಹಾಸ್ಟೆಲ್ ಅನ್ನು ಸ್ಥಾಪಿಸಲು ವಿಶ್ವವಿದ್ಯಾಲಯವು ಹಣವನ್ನು ಮಂಜೂರು ಮಾಡಿದೆ. ವಿಶ್ವವಿದ್ಯಾನಿಲಯದ ಮಾಜಿ ಉಪಕುಲಪತಿ ಪ್ರೊ.ರಜನೀಶ್ ಮಿಶ್ರಾ ಅವರು ಹಾಸ್ಟೆಲ್‌ಗೆ ರಾಣಿ ಲಕ್ಷ್ಮೀಬಾಯಿ ಹೆಸರಿಟ್ಟಿದ್ದರು. ಹಾಸ್ಟೆಲ್‌ನ ಹೆಸರು ಬದಲಾವಣೆ ಕುರಿತು ಹಾಸ್ಟೆಲ್ ವಾರ್ಡನ್ ಜನವರಿ 23, 2024ರಂದು ಆದೇಶ ಹೊರಡಿಸಿದ್ದು, ನೂತನ ನಾಮಫಲಕ ಅಳವಡಿಸಲಾಗಿದೆ.	[871, 1872, 1167, 2056]
paragraph: ಹಾಗೇ ಈ ಭಾಗದಲ್ಲಿ ಬಹಳಷ್ಟು ಅಭಿವೃದ್ಧಿ ಕಾರ್ಯಗಳನ್ನು ನಡೆಯಬೇಕಿದೆ. ಹೀಗಾಗಿ ಯುವ ನಾಯಕಿ ಕಾಂಗ್ರೆಸ್ ಅಭ್ಯರ್ಥಿ ಪ್ರಿಯಂಕಾ ಜಾರಕಿಹೊಳಿ ಅವರನ್ನು ಬಹುಮತ ಅಂತರದಿಂದ ಗೆಲ್ಲಿಸಿ ಲೋಕಸಭೆಗೆ ಕಳುಹಿಸಿಕೊಡಬೇಕು ಜೊತೆಗೆ ನಿಮ್ಮ ಸೇವೆ ಮಾಡಲು ಅವಕಾಶ ನೀಡಬೇಕು ಎಂದು ಸಚಿವ ಸತೀಶ ಜಾರಕಿಹೊಳಿ ಮತದಾರರಲ್ಲಿ ಮನವಿ ಮಾಡಿಕೊಂಡರು.	[47, 1296, 746, 1353]
headline-line: ಪ್ರಿಯಾಂಕಾ ಜಾರಕಿಹೊಳಿ ಗೆಲುವಿಗೆ ಕಾಂಗ್ರೆಸ್	[101, 816, 684, 865]
article-column	[773, 914, 984, 1530]
paragraph: ವಿಶ್ವವಿದ್ಯಾನಿಲಯದ ಈ ಕ್ರಮವು ವಂಚನೆಗೆ ಸಮಾನವಾಗಿದೆ. ಇದು ನಮ್ಮ ಸ್ವಾತಂತ್ರ್ಯ ಹೋರಾಟಗಾರರನ್ನು ಅವಮಾನಿಸುವ ಪ್ರಯತ್ನವಾಗಿದೆ ಎಂದು ಹಲವರು ಟೀಕಿಸಿದ್ದಾರೆ.	[1183, 1774, 1515, 1831]
paragraph: ಭಾರತವು ಜಾಗತಿಕವಾಗಿ ಐದನೇ-ಅತಿದೊಡ್ಡ ಆರ್ಥಿಕತೆಯಾಗಿದೆ. ಆದರೆ ತಲಾ ಆದಾಯ ಕೇವಲ ಅಂದಾಜು 2,600 ಇದ್ದು, ಅಂತರ್ರಾಷ್ಟ್ರೀಯವಾಗಿ 139ನೇ ಸ್ಥಾನದಲ್ಲಿದೆ. ಇದಲ್ಲದೆ ಬ್ರಿಕ್ಸ್ ಮತ್ತು ಜಿ-20 ಸದಸ್ಯ ರಾಷ್ಟ್ರಗಳಿಗೆ ಹೋಲಿಸಿದರೆ ಭಾರತವು ಕಡಿಮೆ ಶ್ರೀಮಂತ ರಾಷ್ಟ್ರವಾಗಿದೆ ಎಂದು ಹೇಳಿದ್ದಾರೆ.	[55, 2036, 281, 2156]
masthead-divider	[37, 161, 1522, 167]
